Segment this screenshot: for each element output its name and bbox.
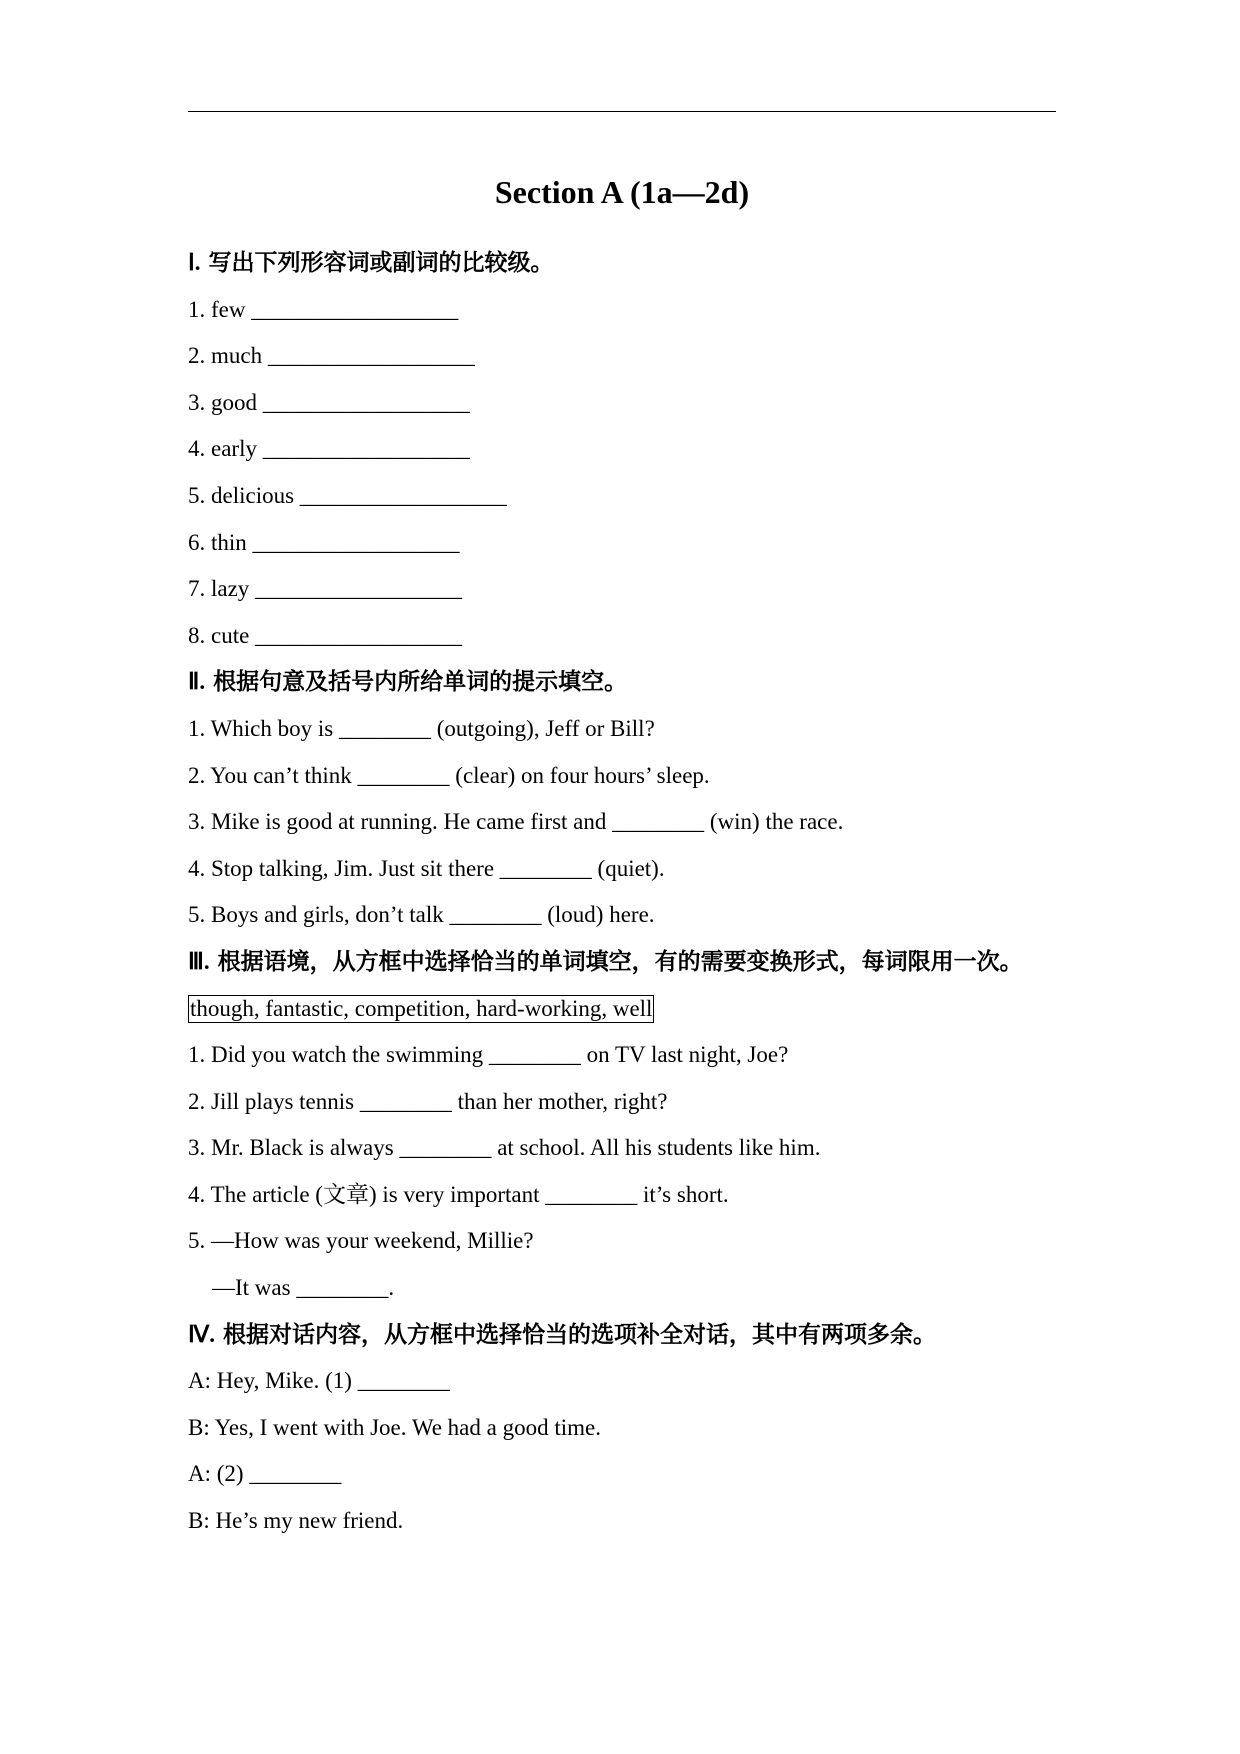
exercise-item: 3. Mike is good at running. He came first and ________ (win) the race.	[188, 809, 844, 835]
dialogue-line: B: Yes, I went with Joe. We had a good time.	[188, 1414, 601, 1440]
exercise-item: 7. lazy __________________	[188, 576, 463, 602]
exercise-item-continuation: —It was ________.	[212, 1275, 395, 1301]
section-instruction: 写出下列形容词或副词的比较级。	[200, 250, 554, 276]
page-title: Section A (1a—2d)	[494, 174, 750, 210]
exercise-item: 3. Mr. Black is always ________ at school. All his students like him.	[188, 1135, 821, 1161]
dialogue-line: A: (2) ________	[188, 1461, 342, 1487]
section-heading-4	[188, 1312, 1056, 1359]
header-rule	[188, 111, 1056, 112]
exercise-item: 3. good __________________	[188, 389, 470, 415]
section-numeral: Ⅰ.	[188, 250, 201, 275]
section-instruction: 根据句意及括号内所给单词的提示填空。	[205, 669, 628, 696]
exercise-item: 2. You can’t think ________ (clear) on four hours’ sleep.	[188, 762, 710, 788]
section-instruction: 根据对话内容，从方框中选择恰当的选项补全对话，其中有两项多余。	[214, 1321, 936, 1348]
exercise-item: 6. thin __________________	[188, 529, 460, 555]
section-heading-1	[188, 240, 1056, 287]
section-heading-2	[188, 659, 1056, 706]
section-instruction: 根据语境，从方框中选择恰当的单词填空，有的需要变换形式，每词限用一次。	[209, 948, 1023, 975]
worksheet-page	[188, 0, 1056, 1754]
exercise-item: 5. —How was your weekend, Millie?	[188, 1228, 534, 1254]
section-numeral: Ⅱ.	[188, 669, 206, 695]
exercise-item: 1. Which boy is ________ (outgoing), Jeff or Bill?	[188, 715, 655, 741]
exercise-item: 5. Boys and girls, don’t talk ________ (loud) here.	[188, 902, 655, 928]
section-numeral: Ⅲ.	[188, 948, 210, 974]
exercise-item: 1. Did you watch the swimming ________ on TV last night, Joe?	[188, 1042, 789, 1068]
exercise-item: 1. few __________________	[188, 296, 459, 322]
word-box-row	[188, 986, 1056, 1033]
exercise-item: 2. much __________________	[188, 343, 475, 369]
worksheet-content	[188, 240, 1056, 1545]
section-numeral: Ⅳ.	[188, 1321, 215, 1347]
exercise-item: 8. cute __________________	[188, 622, 463, 648]
exercise-item: 5. delicious __________________	[188, 482, 507, 508]
word-box: though, fantastic, competition, hard-working, well	[190, 995, 653, 1021]
section-heading-3	[188, 939, 1056, 986]
dialogue-line: B: He’s my new friend.	[188, 1508, 404, 1534]
exercise-item: 4. The article (文章) is very important ________ it’s short.	[188, 1181, 729, 1207]
exercise-item: 4. Stop talking, Jim. Just sit there ________ (quiet).	[188, 855, 665, 881]
exercise-item: 4. early __________________	[188, 436, 470, 462]
exercise-item: 2. Jill plays tennis ________ than her mother, right?	[188, 1088, 668, 1114]
dialogue-line: A: Hey, Mike. (1) ________	[188, 1368, 450, 1394]
